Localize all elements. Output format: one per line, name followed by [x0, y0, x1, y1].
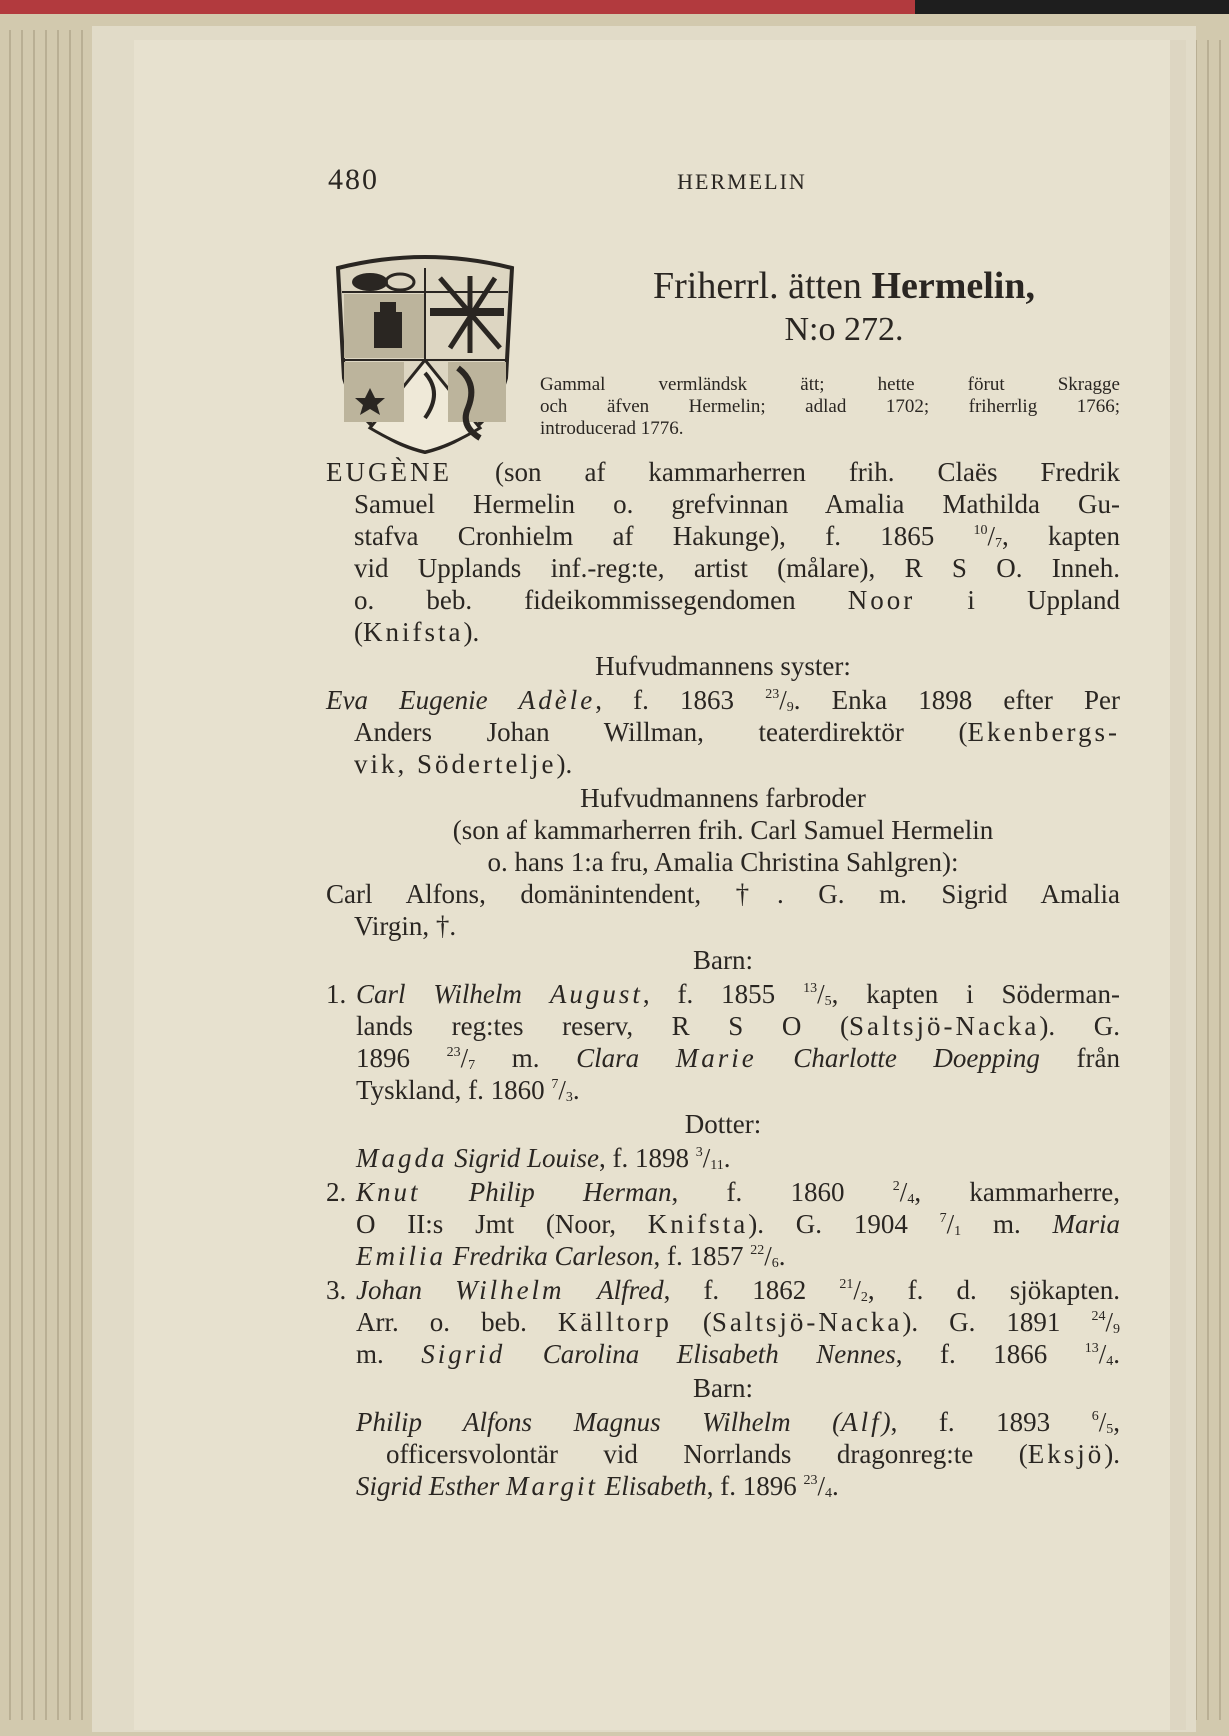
child-line: Emilia Fredrika Carleson, f. 1857 $^{22}/_6$.	[356, 1241, 786, 1271]
grandchild-line: Magda Sigrid Louise, f. 1898 $^3/_{11}$.	[356, 1143, 731, 1173]
person-name: EUGÈNE	[326, 457, 452, 487]
book-page	[134, 40, 1186, 1730]
grandchild-line: Sigrid Esther Margit Elisabeth, f. 1896 $^{23}/_4$.	[356, 1471, 839, 1501]
uncle-subheading: o. hans 1:a fru, Amalia Christina Sahlgren):	[487, 847, 959, 877]
uncle-line: Carl Alfons, domänintendent, †. G. m. Sigrid Amalia	[326, 879, 1120, 909]
family-title	[604, 264, 1084, 308]
child-number: 1.	[326, 979, 347, 1009]
uncle-line: Virgin, †.	[354, 911, 457, 941]
child-line: 1896 $^{23}/_7$ m. Clara Marie Charlotte Doepping från	[356, 1043, 1120, 1073]
grandchild-line: Philip Alfons Magnus Wilhelm (Alf), f. 1893 $^6/_5$,	[356, 1407, 1120, 1437]
head-of-family-line: o. beb. fideikommissegendomen Noor i Uppland	[354, 585, 1120, 615]
running-head-title: HERMELIN	[677, 169, 807, 194]
grandchild-line: officersvolontär vid Norrlands dragonreg:te (Eksjö).	[386, 1439, 1120, 1469]
section-heading-uncle: Hufvudmannens farbroder	[580, 783, 866, 813]
section-heading-sister: Hufvudmannens syster:	[595, 651, 851, 681]
section-heading-daughter: Dotter:	[684, 1109, 762, 1139]
coat-of-arms-icon	[330, 248, 520, 458]
sister-line: vik, Södertelje).	[354, 749, 573, 779]
child-line: m. Sigrid Carolina Elisabeth Nennes, f. 1866 $^{13}/_4$.	[356, 1339, 1120, 1369]
family-title-prefix: Friherrl. ätten	[653, 265, 872, 307]
child-line: Carl Wilhelm August, f. 1855 $^{13}/_5$, kapten i Söderman-	[356, 979, 1120, 1009]
page-number: 480	[328, 163, 379, 196]
child-number: 3.	[326, 1275, 347, 1305]
sister-line: Anders Johan Willman, teaterdirektör (Ekenbergs-	[354, 717, 1120, 747]
family-name: Hermelin,	[871, 265, 1035, 307]
child-line: Tyskland, f. 1860 $^7/_3$.	[356, 1075, 580, 1105]
intro-line: och äfven Hermelin; adlad 1702; friherrlig 1766;	[540, 396, 1120, 417]
uncle-subheading: (son af kammarherren frih. Carl Samuel Hermelin	[452, 815, 994, 845]
child-line: O II:s Jmt (Noor, Knifsta). G. 1904 $^7/_1$ m. Maria	[356, 1209, 1120, 1239]
child-line: Knut Philip Herman, f. 1860 $^2/_4$, kammarherre,	[356, 1177, 1120, 1207]
head-of-family-line: (Knifsta).	[354, 617, 480, 647]
sister-line: Eva Eugenie Adèle, f. 1863 $^{23}/_9$. Enka 1898 efter Per	[326, 685, 1120, 715]
head-of-family-line: stafva Cronhielm af Hakunge), f. 1865 $^{10}/_7$, kapten	[354, 521, 1120, 551]
child-line: Arr. o. beb. Källtorp (Saltsjö-Nacka). G. 1891 $^{24}/_9$	[356, 1307, 1120, 1337]
section-heading-children: Barn:	[693, 945, 753, 975]
child-line: lands reg:tes reserv, R S O (Saltsjö-Nacka). G.	[356, 1011, 1120, 1041]
family-number: N:o 272.	[784, 311, 904, 348]
head-of-family-line: Samuel Hermelin o. grefvinnan Amalia Mathilda Gu-	[354, 489, 1120, 519]
intro-line: Gammal vermländsk ätt; hette förut Skragge	[540, 374, 1120, 395]
child-number: 2.	[326, 1177, 347, 1207]
section-heading-grandchildren: Barn:	[693, 1373, 753, 1403]
intro-line: introducerad 1776.	[540, 418, 684, 439]
head-of-family-line: vid Upplands inf.-reg:te, artist (målare), R S O. Inneh.	[354, 553, 1120, 583]
child-line: Johan Wilhelm Alfred, f. 1862 $^{21}/_2$, f. d. sjökapten.	[356, 1275, 1120, 1305]
head-of-family-line: EUGÈNE (son af kammarherren frih. Claës Fredrik	[326, 457, 1120, 487]
